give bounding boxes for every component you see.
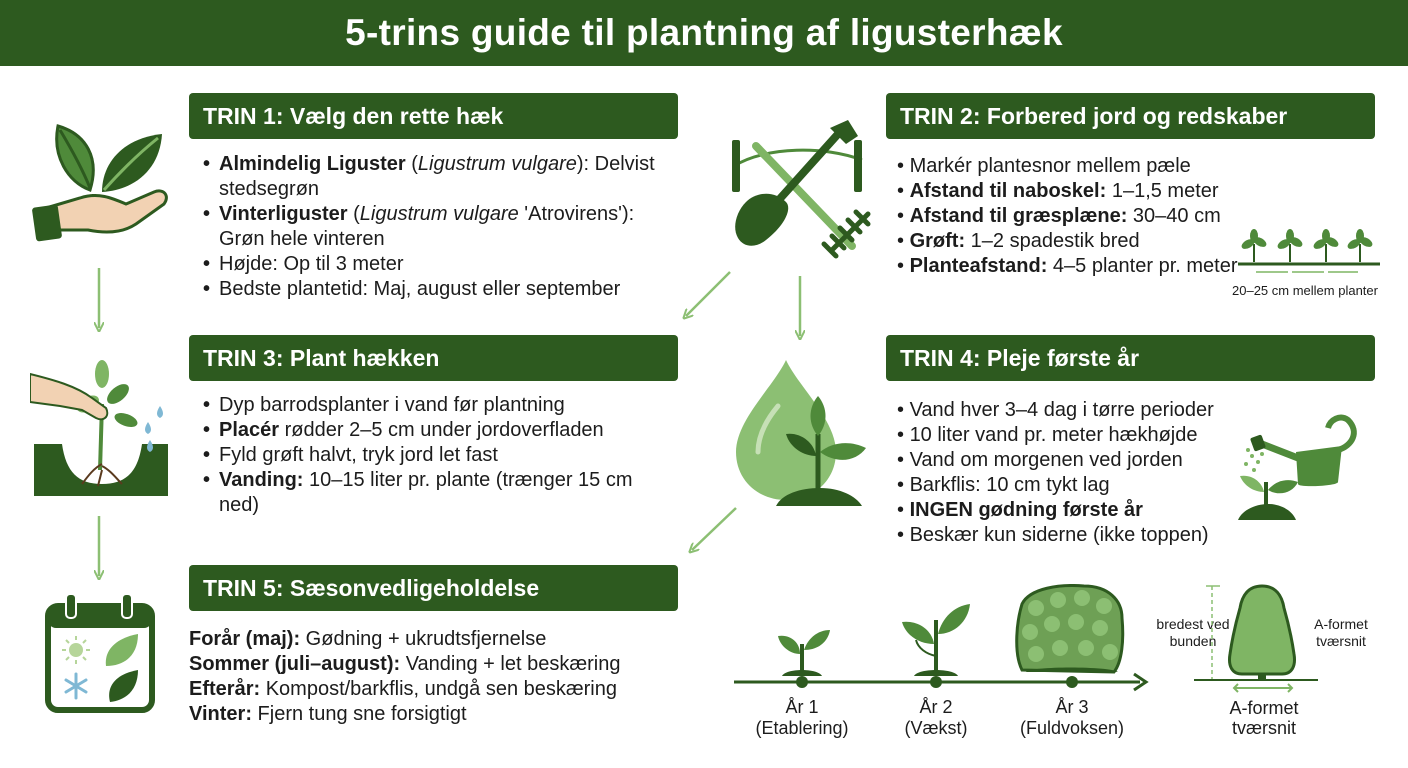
list-item: • INGEN gødning første år xyxy=(897,499,1143,521)
list-item: • Almindelig Liguster (Ligustrum vulgare): Delvist stedsegrøn xyxy=(203,152,673,202)
hand-leaves-icon xyxy=(28,112,172,252)
plant-spacing-icon xyxy=(1234,226,1384,278)
list-item: • Markér plantesnor mellem pæle xyxy=(897,155,1191,177)
list-item: • Grøft: 1–2 spadestik bred xyxy=(897,230,1140,252)
arrow-step2-step3 xyxy=(686,272,730,316)
list-item: Forår (maj): Gødning + ukrudtsfjernelse xyxy=(189,628,547,650)
step-3-list xyxy=(203,393,658,518)
title-banner xyxy=(0,0,1408,66)
shape-left-label: bredest ved bunden xyxy=(1156,616,1230,649)
step-1-heading: TRIN 1: Vælg den rette hæk xyxy=(189,93,678,139)
shovel-rake-icon xyxy=(726,110,876,262)
timeline-label-1: (Etablering) xyxy=(755,718,849,738)
timeline-dot-3 xyxy=(1066,676,1078,688)
list-item: • Afstand til græsplæne: 30–40 cm xyxy=(897,205,1221,227)
list-item: • Vand om morgenen ved jorden xyxy=(897,449,1183,471)
step-4-list xyxy=(897,398,1237,548)
list-item: • Højde: Op til 3 meter xyxy=(203,252,673,277)
shape-bottom-label: A-formet tværsnit xyxy=(1229,698,1299,738)
spacing-note: 20–25 cm mellem planter xyxy=(1232,283,1378,298)
list-item: • Vinterliguster (Ligustrum vulgare 'Atrovirens'): Grøn hele vinteren xyxy=(203,202,673,252)
step-5-heading: TRIN 5: Sæsonvedligeholdelse xyxy=(189,565,678,611)
list-item: Efterår: Kompost/barkflis, undgå sen beskæring xyxy=(189,678,617,700)
shape-right-label: A-formet tværsnit xyxy=(1314,616,1368,649)
step-2-list xyxy=(897,154,1237,279)
timeline-dot-2 xyxy=(930,676,942,688)
list-item: • Barkflis: 10 cm tykt lag xyxy=(897,474,1110,496)
water-drop-sprout-icon xyxy=(728,356,878,514)
watering-can-icon xyxy=(1232,406,1364,524)
list-item: • Dyp barrodsplanter i vand før plantning xyxy=(203,393,658,418)
list-item: • Placér rødder 2–5 cm under jordoverfladen xyxy=(203,418,658,443)
list-item: • Fyld grøft halvt, tryk jord let fast xyxy=(203,443,658,468)
timeline-year-2: År 2 xyxy=(919,697,953,717)
timeline-dot-1 xyxy=(796,676,808,688)
growth-timeline xyxy=(730,584,1150,694)
list-item: Sommer (juli–august): Vanding + let beskæring xyxy=(189,653,621,675)
hedge-year-3-icon xyxy=(1017,586,1123,672)
seedling-year-1-icon xyxy=(778,630,830,676)
plant-year-2-icon xyxy=(902,604,970,676)
page-title: 5-trins guide til plantning af ligusterhæk xyxy=(345,12,1063,53)
timeline-label-3: (Fuldvoksen) xyxy=(1019,718,1125,738)
list-item: • Bedste plantetid: Maj, august eller september xyxy=(203,277,673,302)
step-2-heading: TRIN 2: Forbered jord og redskaber xyxy=(886,93,1375,139)
planting-hand-icon xyxy=(30,344,176,500)
timeline-year-3: År 3 xyxy=(1055,697,1089,717)
arrow-step4-step5 xyxy=(692,508,736,550)
list-item: Vinter: Fjern tung sne forsigtigt xyxy=(189,703,467,725)
list-item: • 10 liter vand pr. meter hækhøjde xyxy=(897,424,1198,446)
step-1-list xyxy=(203,152,673,302)
calendar-seasons-icon xyxy=(44,592,156,714)
timeline-year-1: År 1 xyxy=(785,697,819,717)
step-5-list xyxy=(189,627,669,727)
step-4-heading: TRIN 4: Pleje første år xyxy=(886,335,1375,381)
list-item: • Beskær kun siderne (ikke toppen) xyxy=(897,524,1209,546)
list-item: • Vand hver 3–4 dag i tørre perioder xyxy=(897,399,1214,421)
timeline-label-2: (Vækst) xyxy=(904,718,968,738)
list-item: • Vanding: 10–15 liter pr. plante (trænger 15 cm ned) xyxy=(203,468,658,518)
list-item: • Planteafstand: 4–5 planter pr. meter xyxy=(897,255,1238,277)
list-item: • Afstand til naboskel: 1–1,5 meter xyxy=(897,180,1219,202)
step-3-heading: TRIN 3: Plant hækken xyxy=(189,335,678,381)
